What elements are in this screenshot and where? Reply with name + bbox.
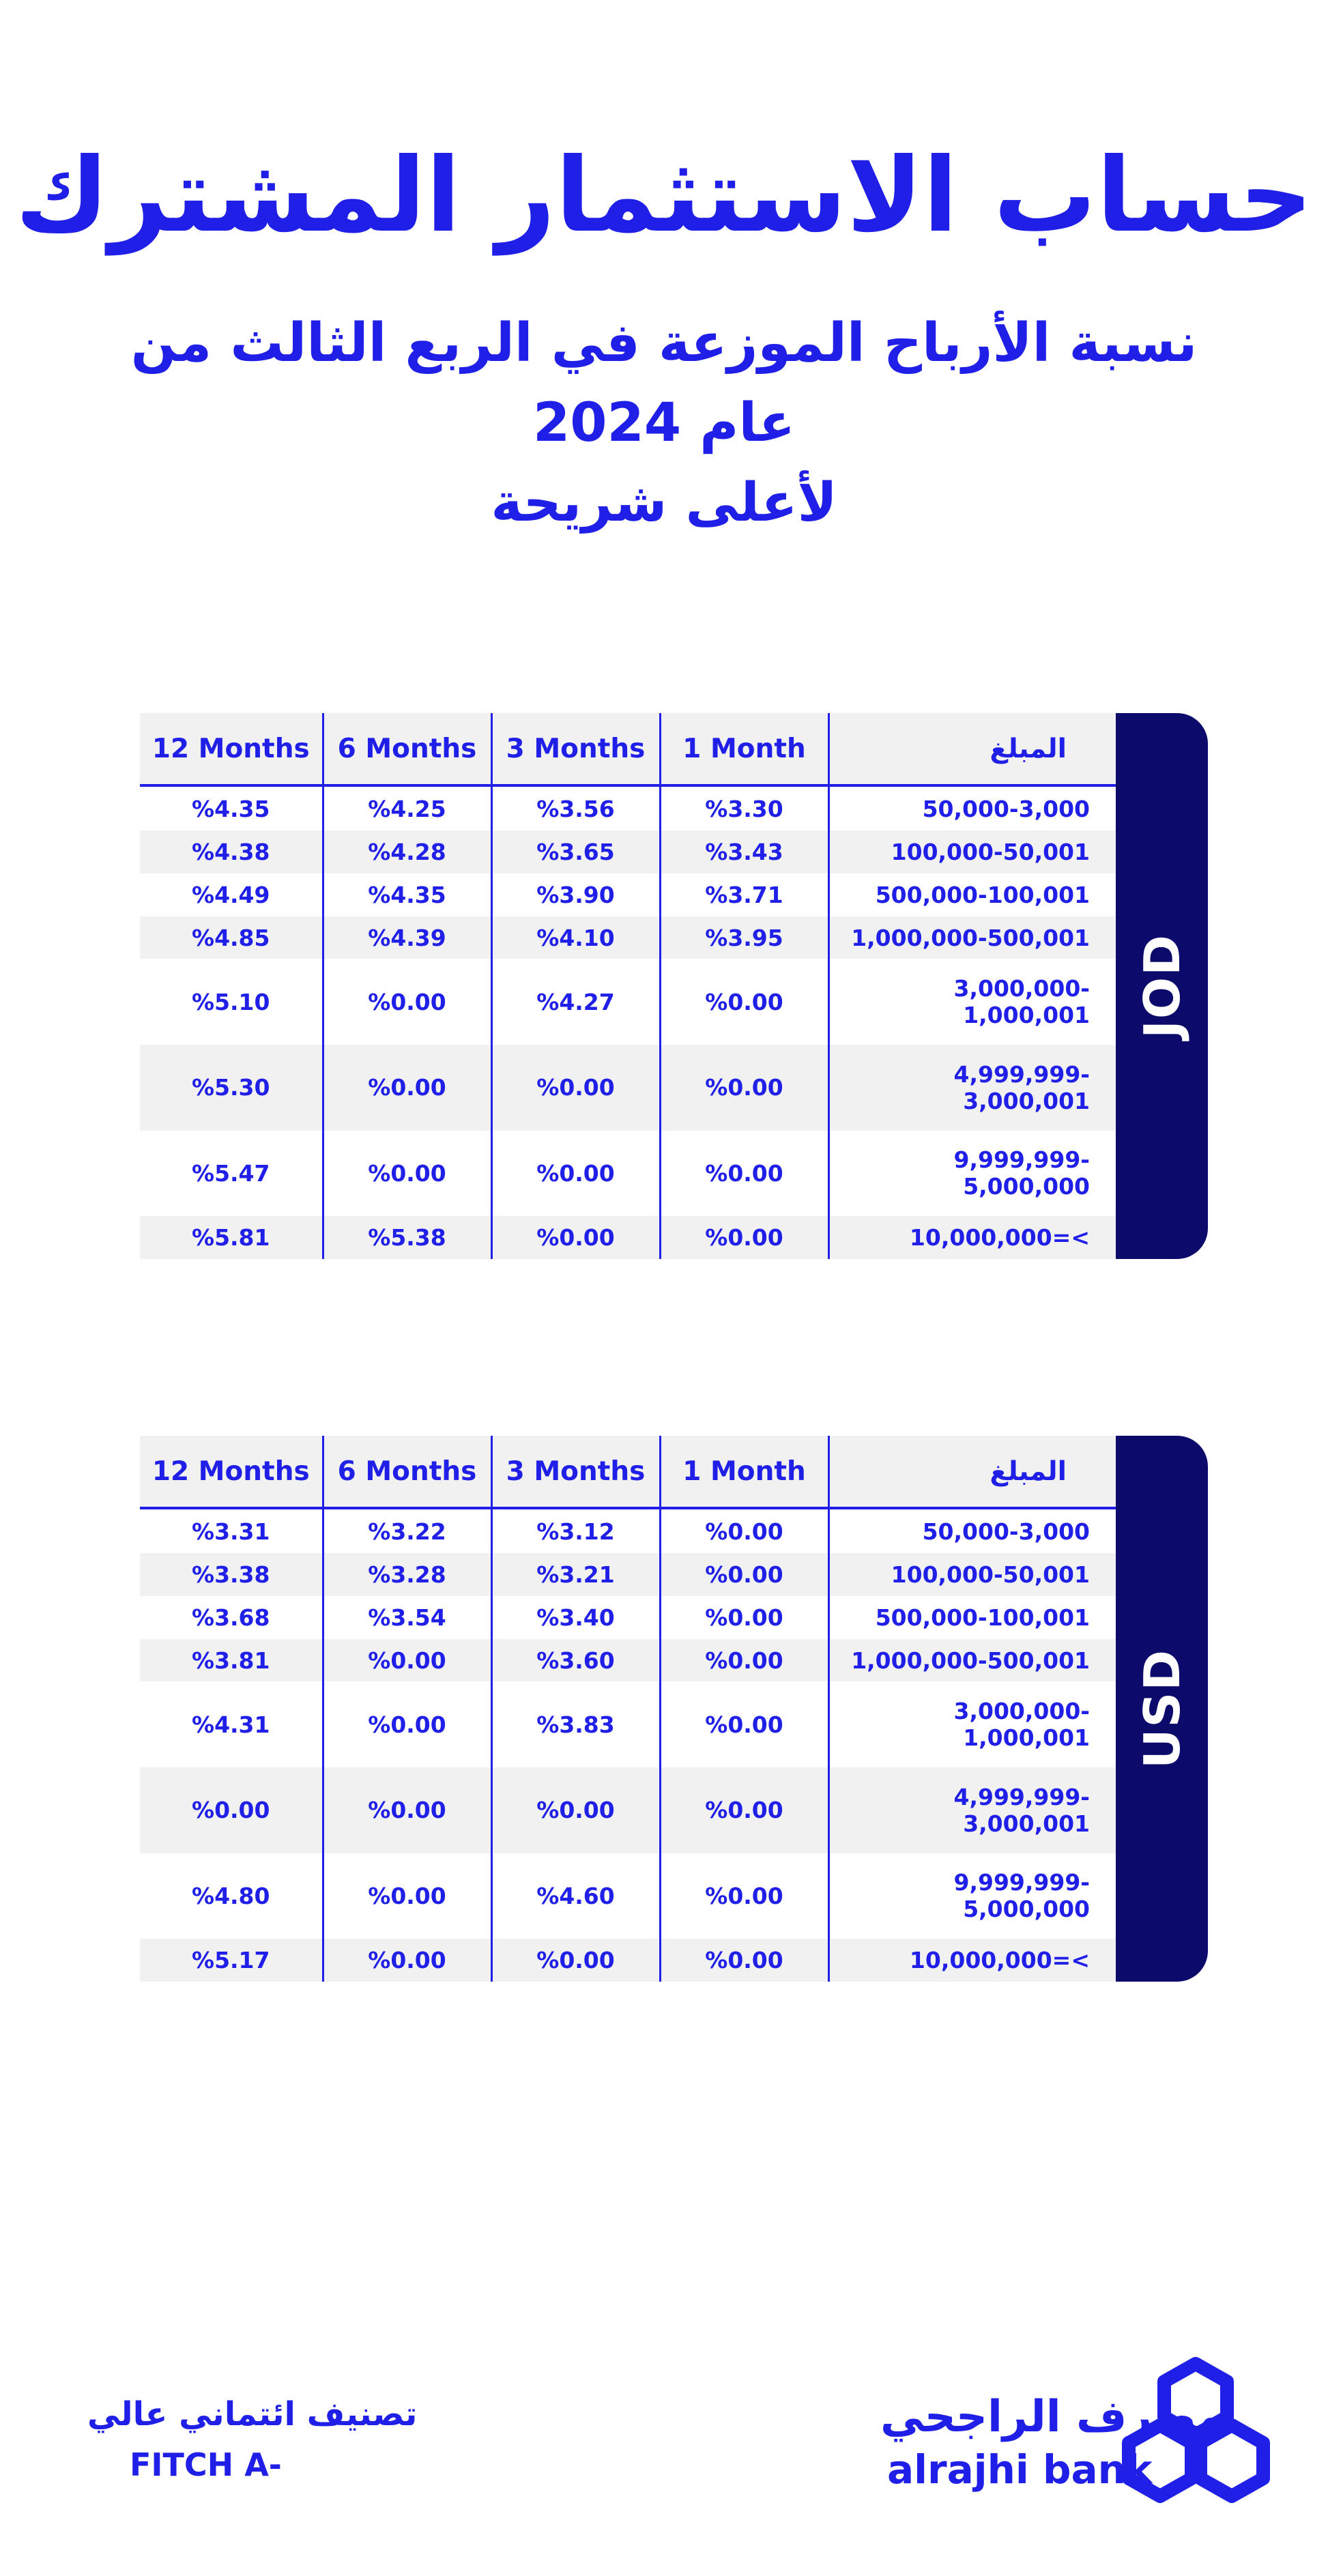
rate-3-months: %3.21: [491, 1553, 660, 1596]
usd-rates-block: [140, 1436, 1208, 1982]
table-row: [140, 1596, 1116, 1639]
rate-1-month: %0.00: [660, 1553, 828, 1596]
table-row: [140, 1639, 1116, 1682]
bank-logo-english: alrajhi bank: [887, 2446, 1153, 2493]
table-row: [140, 959, 1116, 1045]
amount-range: 100,000-50,001: [828, 830, 1116, 873]
rate-3-months: %0.00: [491, 1939, 660, 1982]
rate-12-months: %5.17: [140, 1939, 323, 1982]
jod-rates-block: [140, 713, 1208, 1259]
amount-range: 4,999,999-3,000,001: [828, 1767, 1116, 1853]
table-row: [140, 1553, 1116, 1596]
header-6-months: 6 Months: [323, 713, 491, 785]
table-row: [140, 873, 1116, 916]
amount-range: 100,000-50,001: [828, 1553, 1116, 1596]
header-6-months: 6 Months: [323, 1436, 491, 1508]
rate-1-month: %0.00: [660, 1939, 828, 1982]
currency-tab-jod: [1116, 713, 1208, 1259]
rate-3-months: %0.00: [491, 1131, 660, 1217]
table-row: [140, 1853, 1116, 1939]
rate-12-months: %3.68: [192, 1604, 270, 1631]
rate-1-month: %3.71: [660, 873, 828, 916]
rate-1-month: %0.00: [660, 1508, 828, 1553]
rate-12-months: %0.00: [140, 1767, 323, 1853]
rate-12-months: %5.47: [192, 1159, 270, 1187]
header-amount: المبلغ: [828, 713, 1116, 785]
rate-6-months: %0.00: [323, 959, 491, 1045]
rate-12-months: %3.31: [192, 1518, 270, 1545]
rate-1-month: %0.00: [660, 1596, 828, 1639]
rate-3-months: %4.27: [491, 959, 660, 1045]
rate-1-month: %0.00: [660, 1639, 828, 1682]
table-row: [140, 1508, 1116, 1553]
amount-range: 500,000-100,001: [828, 873, 1116, 916]
header-3-months: 3 Months: [491, 1436, 660, 1508]
rate-6-months: %5.38: [323, 1216, 491, 1259]
table-header-row: [140, 1436, 1116, 1508]
rate-6-months: %0.00: [323, 1681, 491, 1767]
rate-6-months: %0.00: [323, 1639, 491, 1682]
page-subtitle: [75, 304, 1253, 543]
amount-range: 3,000,000-1,000,001: [828, 959, 1116, 1045]
rate-3-months: %3.60: [491, 1639, 660, 1682]
rate-6-months: %4.39: [323, 916, 491, 959]
rate-12-months: %4.85: [140, 916, 323, 959]
rate-1-month: %0.00: [660, 1131, 828, 1217]
rate-1-month: %0.00: [660, 1681, 828, 1767]
rate-1-month: %0.00: [660, 1045, 828, 1131]
amount-range: 10,000,000=<: [828, 1939, 1116, 1982]
rate-12-months: %4.38: [140, 830, 323, 873]
rate-12-months: %4.49: [192, 881, 270, 908]
table-row: [140, 1131, 1116, 1217]
subtitle-line-2: لأعلى شريحة: [491, 472, 837, 534]
rate-12-months: %5.30: [140, 1045, 323, 1131]
page-title: حساب الاستثمار المشترك: [15, 136, 1313, 255]
amount-range: 1,000,000-500,001: [828, 1639, 1116, 1682]
amount-range: 9,999,999-5,000,000: [828, 1131, 1116, 1217]
rate-3-months: %3.12: [491, 1508, 660, 1553]
amount-range: 3,000,000-1,000,001: [828, 1681, 1116, 1767]
rate-6-months: %4.25: [323, 785, 491, 830]
rate-6-months: %0.00: [323, 1131, 491, 1217]
table-header-row: [140, 713, 1116, 785]
header-3-months: 3 Months: [491, 713, 660, 785]
rate-3-months: %4.10: [491, 916, 660, 959]
credit-rating-label: تصنيف ائتماني عالي: [87, 2395, 418, 2433]
rate-3-months: %0.00: [491, 1045, 660, 1131]
currency-label-usd: USD: [1133, 1648, 1191, 1769]
amount-range: 1,000,000-500,001: [828, 916, 1116, 959]
rate-12-months: %3.38: [140, 1553, 323, 1596]
header-12-months: 12 Months: [140, 1436, 323, 1508]
rate-12-months: %5.81: [140, 1216, 323, 1259]
rate-1-month: %0.00: [660, 1767, 828, 1853]
table-row: [140, 830, 1116, 873]
rate-1-month: %0.00: [660, 1216, 828, 1259]
rate-3-months: %0.00: [491, 1767, 660, 1853]
table-row: [140, 1767, 1116, 1853]
rate-12-months: %4.80: [192, 1882, 270, 1909]
subtitle-line-1: نسبة الأرباح الموزعة في الربع الثالث من عام 2024: [130, 313, 1198, 454]
amount-range: 10,000,000=<: [828, 1216, 1116, 1259]
amount-range: 50,000-3,000: [828, 1508, 1116, 1553]
amount-range: 4,999,999-3,000,001: [828, 1045, 1116, 1131]
rate-1-month: %3.43: [660, 830, 828, 873]
table-row: [140, 1216, 1116, 1259]
rate-3-months: %4.60: [491, 1853, 660, 1939]
credit-rating-value: FITCH A-: [130, 2446, 282, 2483]
table-row: [140, 916, 1116, 959]
rate-3-months: %3.90: [491, 873, 660, 916]
rate-6-months: %4.28: [323, 830, 491, 873]
currency-label-jod: JOD: [1133, 934, 1191, 1039]
rate-6-months: %4.35: [323, 873, 491, 916]
rate-6-months: %0.00: [323, 1853, 491, 1939]
rate-6-months: %3.22: [323, 1508, 491, 1553]
rate-6-months: %0.00: [323, 1939, 491, 1982]
usd-rates-table: [140, 1436, 1116, 1982]
rate-6-months: %0.00: [323, 1045, 491, 1131]
rate-3-months: %3.56: [491, 785, 660, 830]
jod-rates-table: [140, 713, 1116, 1259]
header-1-month: 1 Month: [660, 1436, 828, 1508]
table-row: [140, 1681, 1116, 1767]
header-12-months: 12 Months: [140, 713, 323, 785]
rate-12-months: %4.31: [192, 1711, 270, 1738]
rate-3-months: %3.83: [491, 1681, 660, 1767]
rate-6-months: %0.00: [323, 1767, 491, 1853]
rate-12-months: %3.81: [140, 1639, 323, 1682]
rate-1-month: %3.95: [660, 916, 828, 959]
table-row: [140, 785, 1116, 830]
rate-6-months: %3.28: [323, 1553, 491, 1596]
rate-6-months: %3.54: [323, 1596, 491, 1639]
header-1-month: 1 Month: [660, 713, 828, 785]
header-amount: المبلغ: [828, 1436, 1116, 1508]
rate-12-months: %5.10: [192, 988, 270, 1015]
bank-logo-arabic: مصرف الراجحي: [880, 2392, 1224, 2442]
rate-12-months: %4.35: [192, 795, 270, 822]
amount-range: 9,999,999-5,000,000: [828, 1853, 1116, 1939]
currency-tab-usd: [1116, 1436, 1208, 1982]
amount-range: 500,000-100,001: [828, 1596, 1116, 1639]
alrajhi-bank-logo-icon: [1119, 2354, 1273, 2518]
rate-1-month: %0.00: [660, 959, 828, 1045]
amount-range: 50,000-3,000: [828, 785, 1116, 830]
table-row: [140, 1045, 1116, 1131]
table-row: [140, 1939, 1116, 1982]
rate-1-month: %0.00: [660, 1853, 828, 1939]
rate-3-months: %3.40: [491, 1596, 660, 1639]
rate-3-months: %3.65: [491, 830, 660, 873]
rate-3-months: %0.00: [491, 1216, 660, 1259]
rate-1-month: %3.30: [660, 785, 828, 830]
